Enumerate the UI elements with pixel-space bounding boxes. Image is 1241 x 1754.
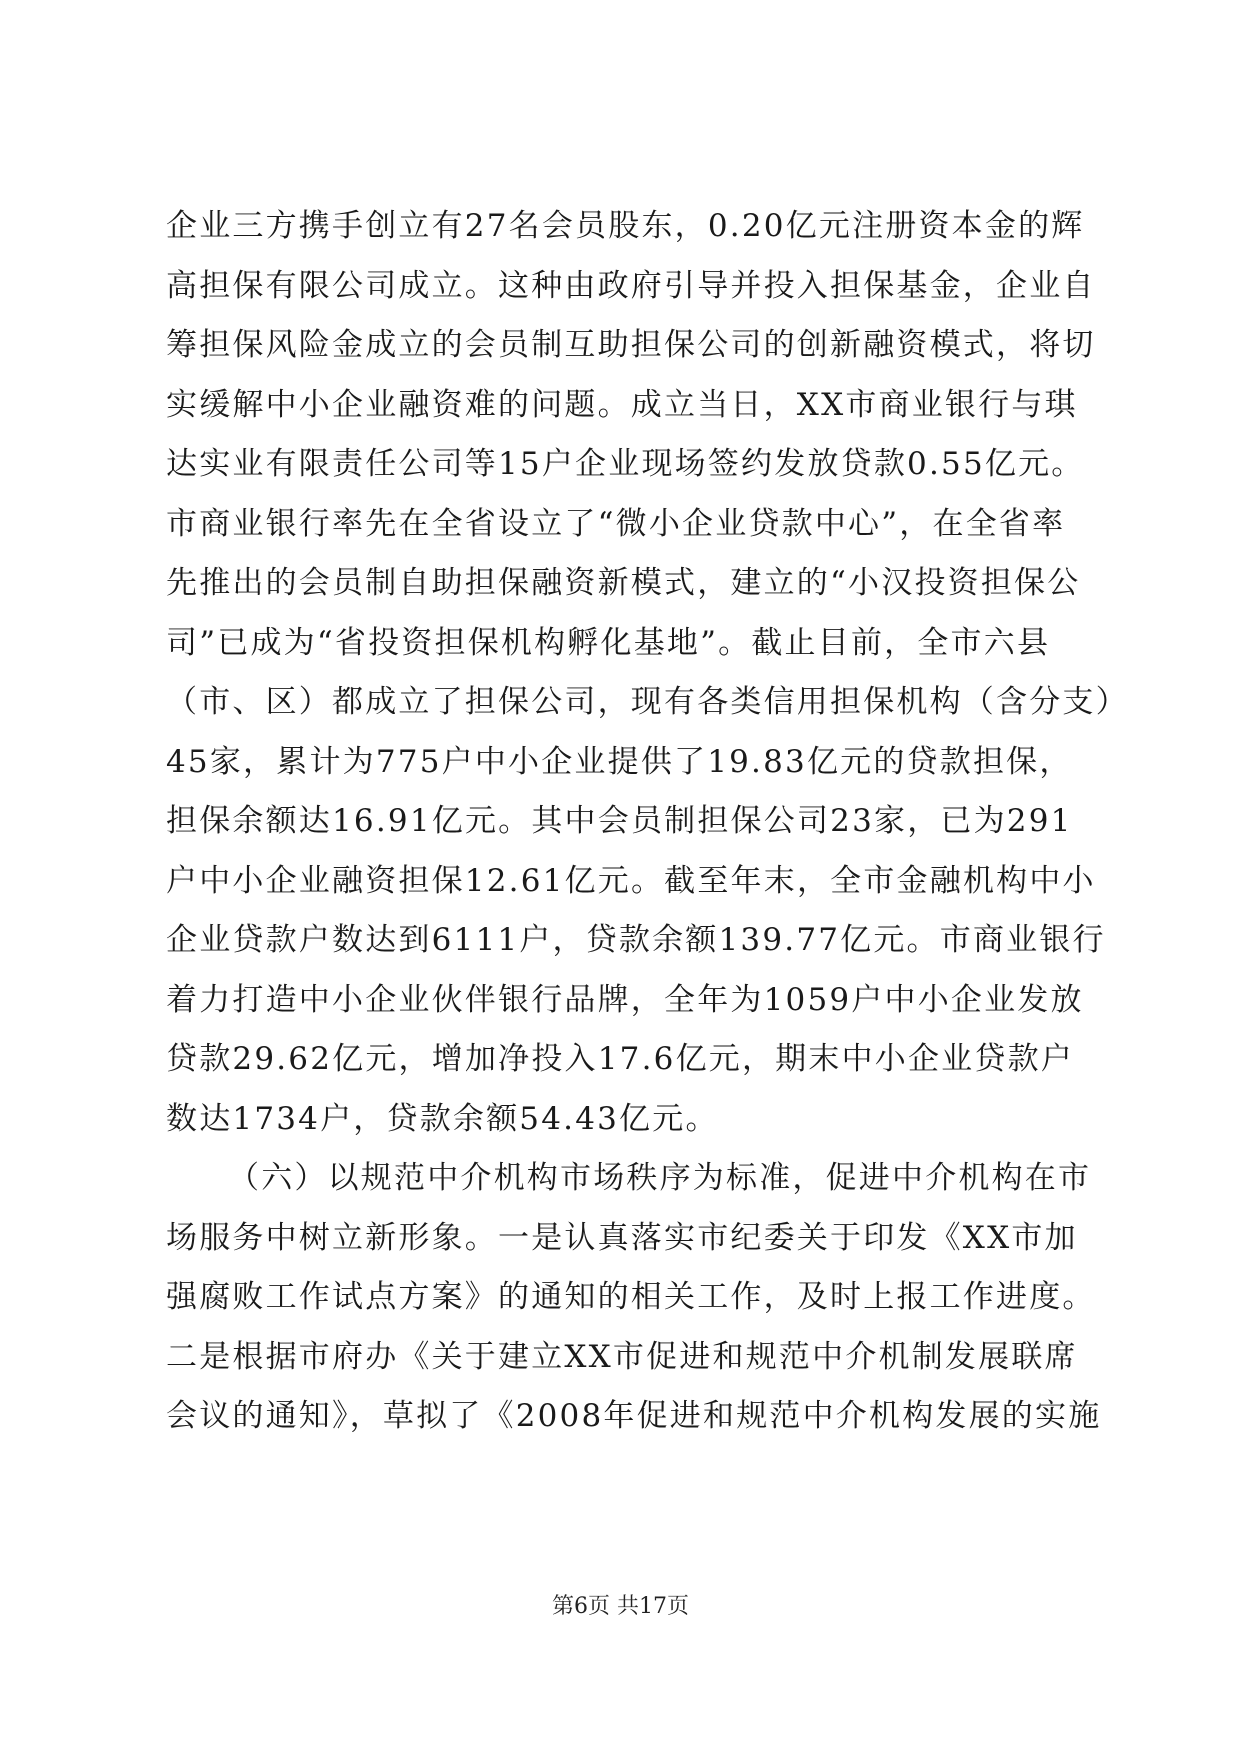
text-line: 市商业银行率先在全省设立了“微小企业贷款中心”，在全省率 xyxy=(166,505,1066,542)
text-line: 达实业有限责任公司等15户企业现场签约发放贷款0.55亿元。 xyxy=(166,446,1085,482)
text-line: 数达1734户，贷款余额54.43亿元。 xyxy=(166,1100,719,1137)
text-line: 先推出的会员制自助担保融资新模式，建立的“小汉投资担保公 xyxy=(166,565,1081,601)
body-text xyxy=(166,197,1129,1447)
text-line: 贷款29.62亿元，增加净投入17.6亿元，期末中小企业贷款户 xyxy=(166,1041,1074,1077)
text-line: 实缓解中小企业融资难的问题。成立当日，XX市商业银行与琪 xyxy=(166,386,1078,423)
text-line: 场服务中树立新形象。一是认真落实市纪委关于印发《XX市加 xyxy=(166,1219,1078,1256)
text-line: 着力打造中小企业伙伴银行品牌，全年为1059户中小企业发放 xyxy=(166,981,1084,1018)
text-line: 户中小企业融资担保12.61亿元。截至年末，全市金融机构中小 xyxy=(166,862,1096,899)
text-line: （市、区）都成立了担保公司，现有各类信用担保机构（含分支） xyxy=(166,684,1129,720)
paragraph-start-line: （六）以规范中介机构市场秩序为标准，促进中介机构在市 xyxy=(228,1160,1092,1196)
text-line: 企业贷款户数达到6111户，贷款余额139.77亿元。市商业银行 xyxy=(166,922,1106,958)
text-line: 45家，累计为775户中小企业提供了19.83亿元的贷款担保， xyxy=(166,743,1073,780)
text-line: 高担保有限公司成立。这种由政府引导并投入担保基金，企业自 xyxy=(166,267,1096,304)
text-line: 强腐败工作试点方案》的通知的相关工作，及时上报工作进度。 xyxy=(166,1279,1096,1315)
text-line: 会议的通知》，草拟了《2008年促进和规范中介机构发展的实施 xyxy=(166,1398,1102,1434)
page-footer: 第6页 共17页 xyxy=(552,1594,689,1619)
text-line: 司”已成为“省投资担保机构孵化基地”。截止目前，全市六县 xyxy=(166,624,1051,661)
text-line: 二是根据市府办《关于建立XX市促进和规范中介机制发展联席 xyxy=(166,1338,1078,1375)
text-line: 企业三方携手创立有27名会员股东，0.20亿元注册资本金的辉 xyxy=(166,208,1085,244)
text-line: 担保余额达16.91亿元。其中会员制担保公司23家，已为291 xyxy=(166,803,1073,839)
text-line: 筹担保风险金成立的会员制互助担保公司的创新融资模式，将切 xyxy=(166,327,1096,363)
